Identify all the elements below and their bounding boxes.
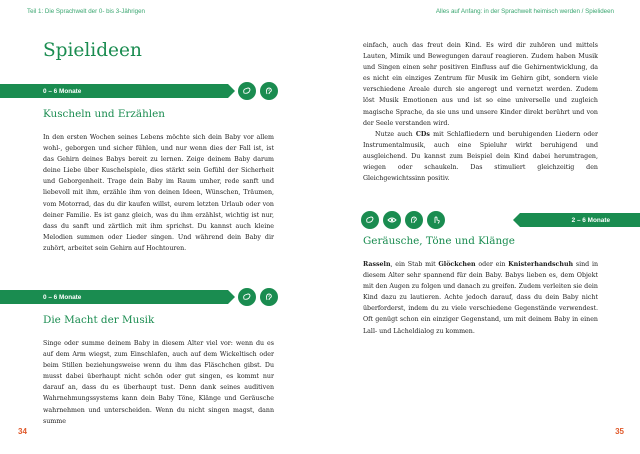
sense-icons-section2 bbox=[238, 288, 278, 306]
paragraph: einfach, auch das freut dein Kind. Es wird dir zuhören und mittels Lauten, Mimik und Bewegungen darauf reagieren. Zudem haben Musik und Singen einen sehr positiven Einfluss auf die Gehirnentwicklung, da es nicht ein einziges Zentrum für Musik im Gehirn gibt, sondern viele verschiedene Areale durch sie angeregt und vernetzt werden. Zudem löst Musik Emotionen aus und ist so eine universelle und zugleich magische Sprache, da sie uns und unsere Kinder direkt berührt und von der Seele verstanden wird. bbox=[363, 42, 598, 127]
age-badge-label: 0 – 6 Monate bbox=[43, 293, 82, 301]
paragraph: Rasseln, ein Stab mit Glöckchen oder ein Knisterhandschuh sind in diesem Alter sehr spannend für dein Baby. Babys lieben es, dem Objekt mit den Augen zu folgen und danach zu greifen. Zudem verleiten sie dein Kind dazu zu lautieren. Achte jedoch darauf, dass du dein Baby nicht überforderst, indem du zu viele verschiedene Gegenstände verwendest. Oft genügt schon ein einziger Gegenstand, um mit deinem Baby in einen Lall- und Lächeldialog zu kommen. bbox=[363, 261, 599, 335]
paragraph: Nutze auch CDs mit Schlafliedern und beruhigenden Liedern oder Instrumentalmusik, auch eine Spieluhr wirkt beruhigend und ausgleichend. Du kannst zum Beispiel dein Kind dabei herumtragen, wiegen oder schaukeln. Das stimuliert gleichzeitig den Gleichgewichtssinn positiv. bbox=[363, 130, 598, 183]
age-badge-section1 bbox=[0, 84, 228, 98]
running-head-right: Alles auf Anfang: in der Sprachwelt heimisch werden / Spielideen bbox=[435, 8, 614, 15]
hand-icon bbox=[238, 288, 256, 306]
paragraph: In den ersten Wochen seines Lebens möchte sich dein Baby vor allem wohl-, geborgen und sicher fühlen, und nur wenn dies der Fall ist, ist das Gehirn deines Babys bereit zu lernen. Zeige deinem Baby darum deine Liebe über Kuschelspiele, dies stärkt sein Gefühl der Sicherheit und Geborgenheit. Trage dein Baby im Raum umher, rede sanft und liebevoll mit ihm, erzähle ihm von deinen Ideen, Wünschen, Träumen, vom Motorrad, das du dir kaufen willst, eurem letzten Urlaub oder von deiner Familie. Es ist ganz gleich, was du ihm erzählst, wichtig ist nur, dass du sanft und zärtlich mit ihm sprichst. Du kannst auch kleine Melodien summen oder Lieder singen. Und während dein Baby dir zuhört, arbeitet sein Gehirn auf Hochtouren. bbox=[43, 134, 274, 252]
touch-icon bbox=[427, 211, 445, 229]
ear-icon bbox=[260, 288, 278, 306]
age-badge-label: 2 – 6 Monate bbox=[571, 216, 610, 224]
age-badge-section2 bbox=[0, 290, 228, 304]
hand-icon bbox=[238, 82, 256, 100]
sense-icons-section3 bbox=[361, 211, 445, 229]
sense-icons-section1 bbox=[238, 82, 278, 100]
section-body-kuscheln bbox=[43, 132, 274, 254]
section-heading-musik: Die Macht der Musik bbox=[43, 314, 155, 326]
eye-icon bbox=[383, 211, 401, 229]
section-heading-kuscheln: Kuscheln und Erzählen bbox=[43, 108, 165, 120]
section-body-geraeusche bbox=[363, 259, 598, 337]
continuation-text bbox=[363, 40, 598, 184]
paragraph: Singe oder summe deinem Baby in diesem Alter viel vor: wenn du es auf dem Arm wiegst, zum Einschlafen, auch auf dem Wickeltisch oder beim Stillen beziehungsweise wenn du ihm das Fläschchen gibst. Du musst dabei überhaupt nicht schön oder gut singen, es kommt nur darauf an, dass du es überhaupt tust. Denn dank seines auditiven Wahrnehmungssystems kann dein Baby Töne, Klänge und Geräusche wahrnehmen und unterscheiden. Wenn du nicht singen magst, dann summe bbox=[43, 340, 274, 425]
page-number-left: 34 bbox=[18, 427, 27, 436]
hand-icon bbox=[361, 211, 379, 229]
age-badge-label: 0 – 6 Monate bbox=[43, 87, 82, 95]
ear-icon bbox=[405, 211, 423, 229]
page-title: Spielideen bbox=[43, 40, 142, 61]
age-badge-section3 bbox=[520, 213, 640, 227]
section-body-musik bbox=[43, 338, 274, 427]
running-head-left: Teil 1: Die Sprachwelt der 0- bis 3-Jährigen bbox=[27, 8, 145, 15]
section-heading-geraeusche: Geräusche, Töne und Klänge bbox=[363, 235, 515, 247]
page-number-right: 35 bbox=[615, 427, 624, 436]
ear-icon bbox=[260, 82, 278, 100]
